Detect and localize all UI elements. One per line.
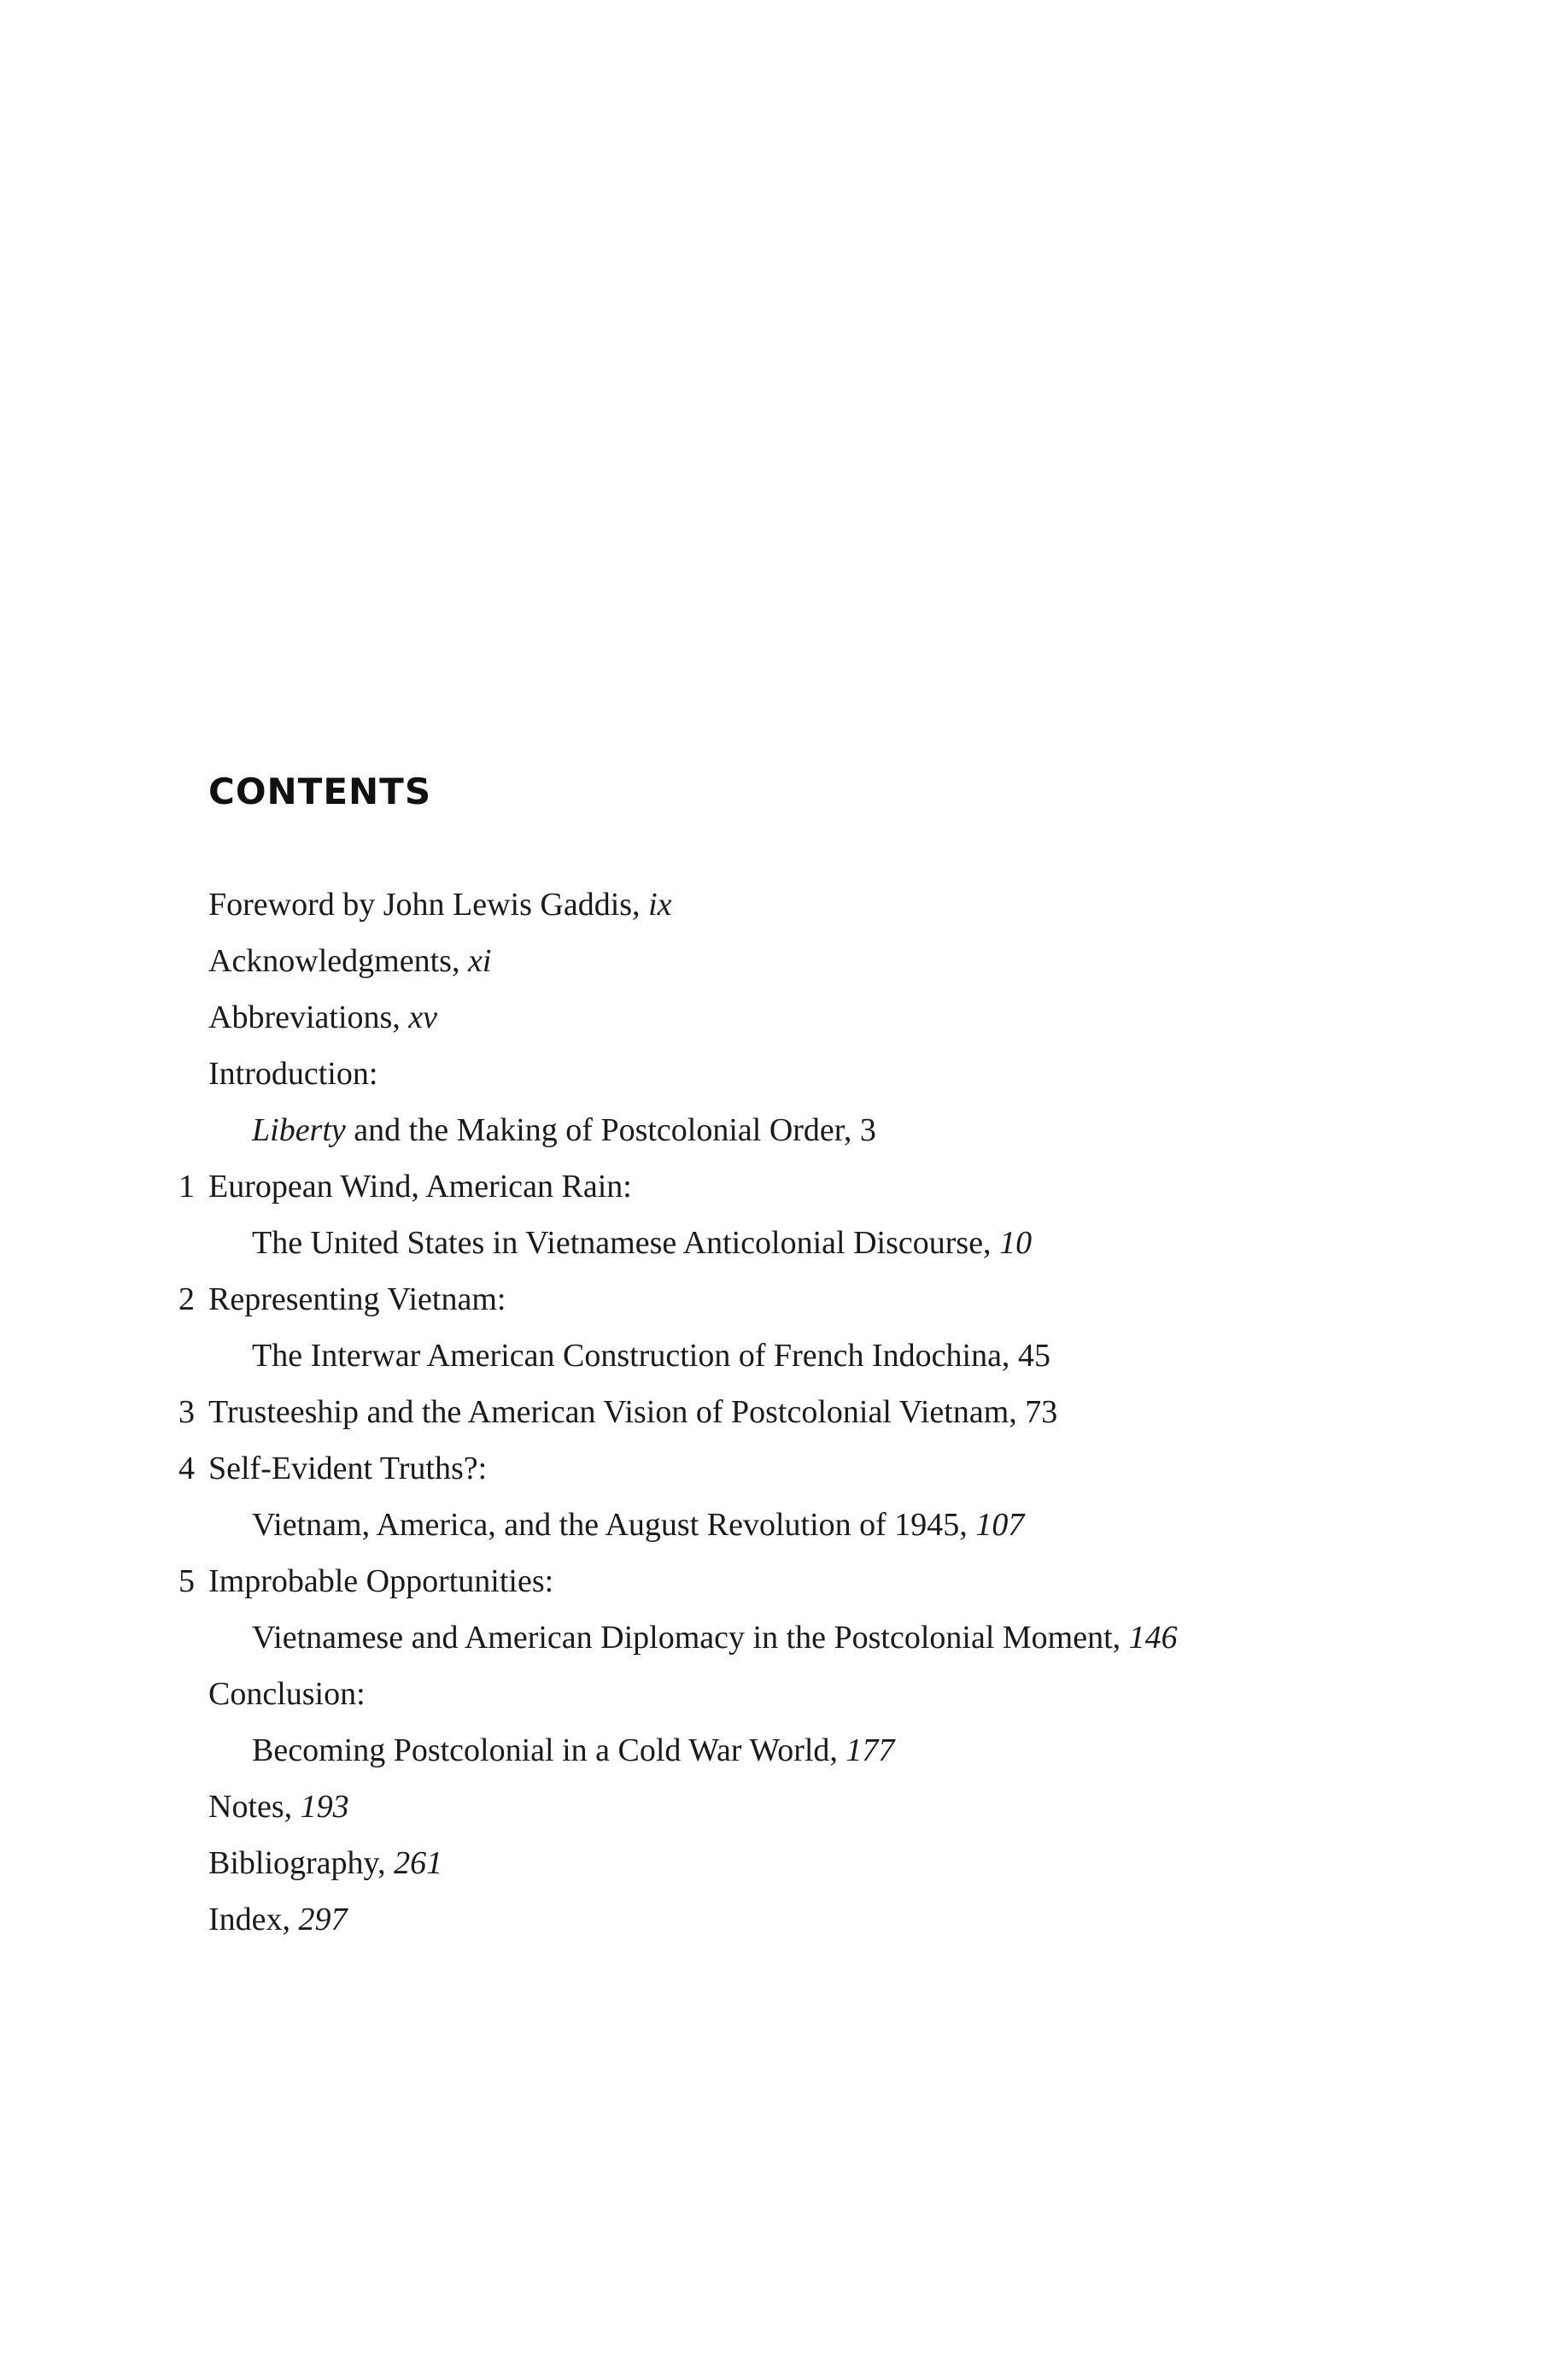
entry-page: 146 [1128, 1620, 1178, 1656]
toc-entry-notes[interactable] [0, 1779, 1568, 1835]
entry-title: Trusteeship and the American Vision of Postcolonial Vietnam, [208, 1394, 1017, 1430]
entry-title: Foreword by John Lewis Gaddis, [208, 887, 641, 923]
chapter-number: 5 [178, 1563, 195, 1599]
entry-subtitle-italic: Liberty [252, 1112, 346, 1148]
toc-entry-conclusion[interactable] [0, 1666, 1568, 1722]
entry-title: Representing Vietnam: [208, 1281, 506, 1317]
toc-entry-index[interactable] [0, 1891, 1568, 1948]
entry-page: ix [648, 887, 672, 923]
toc-entry-chapter-4[interactable] [0, 1440, 1568, 1497]
toc-entry-chapter-2[interactable] [0, 1271, 1568, 1328]
toc-entry-chapter-4-subtitle[interactable] [0, 1497, 1568, 1553]
toc-entry-bibliography[interactable] [0, 1835, 1568, 1891]
entry-subtitle: Becoming Postcolonial in a Cold War World, [252, 1732, 838, 1768]
entry-page: 107 [975, 1507, 1025, 1543]
entry-page: xi [467, 943, 492, 979]
entry-page: 45 [1017, 1338, 1050, 1374]
toc-entry-introduction-subtitle[interactable] [0, 1102, 1568, 1158]
entry-title: Conclusion: [208, 1676, 366, 1712]
table-of-contents [0, 876, 1568, 1948]
toc-entry-chapter-3[interactable] [0, 1384, 1568, 1440]
entry-title: Self-Evident Truths?: [208, 1451, 488, 1486]
toc-entry-chapter-1-subtitle[interactable] [0, 1215, 1568, 1271]
entry-page: 3 [859, 1112, 876, 1148]
contents-heading: CONTENTS [208, 771, 432, 812]
entry-page: xv [408, 999, 438, 1035]
entry-subtitle: Vietnamese and American Diplomacy in the Postcolonial Moment, [252, 1620, 1121, 1656]
entry-page: 73 [1025, 1394, 1058, 1430]
toc-entry-foreword[interactable] [0, 876, 1568, 933]
entry-title: Bibliography, [208, 1845, 386, 1881]
chapter-number: 3 [178, 1394, 195, 1430]
toc-entry-introduction[interactable] [0, 1046, 1568, 1102]
entry-page: 261 [394, 1845, 443, 1881]
entry-title: European Wind, American Rain: [208, 1169, 632, 1205]
chapter-number: 1 [178, 1169, 195, 1205]
toc-entry-chapter-5-subtitle[interactable] [0, 1609, 1568, 1666]
entry-page: 297 [298, 1902, 348, 1937]
entry-subtitle: The United States in Vietnamese Anticolonial Discourse, [252, 1225, 992, 1261]
entry-title: Notes, [208, 1789, 293, 1825]
toc-entry-chapter-2-subtitle[interactable] [0, 1328, 1568, 1384]
toc-entry-conclusion-subtitle[interactable] [0, 1722, 1568, 1779]
chapter-number: 2 [178, 1281, 195, 1317]
entry-page: 177 [845, 1732, 895, 1768]
toc-entry-abbreviations[interactable] [0, 989, 1568, 1046]
entry-title: Improbable Opportunities: [208, 1563, 554, 1599]
entry-subtitle: and the Making of Postcolonial Order, [354, 1112, 852, 1148]
entry-subtitle: The Interwar American Construction of French Indochina, [252, 1338, 1010, 1374]
chapter-number: 4 [178, 1451, 195, 1486]
entry-title: Abbreviations, [208, 999, 401, 1035]
toc-entry-chapter-5[interactable] [0, 1553, 1568, 1609]
entry-title: Index, [208, 1902, 291, 1937]
toc-entry-acknowledgments[interactable] [0, 933, 1568, 989]
toc-entry-chapter-1[interactable] [0, 1158, 1568, 1215]
entry-subtitle: Vietnam, America, and the August Revolution of 1945, [252, 1507, 968, 1543]
entry-title: Introduction: [208, 1056, 378, 1092]
entry-title: Acknowledgments, [208, 943, 460, 979]
entry-page: 193 [300, 1789, 349, 1825]
entry-page: 10 [999, 1225, 1033, 1261]
